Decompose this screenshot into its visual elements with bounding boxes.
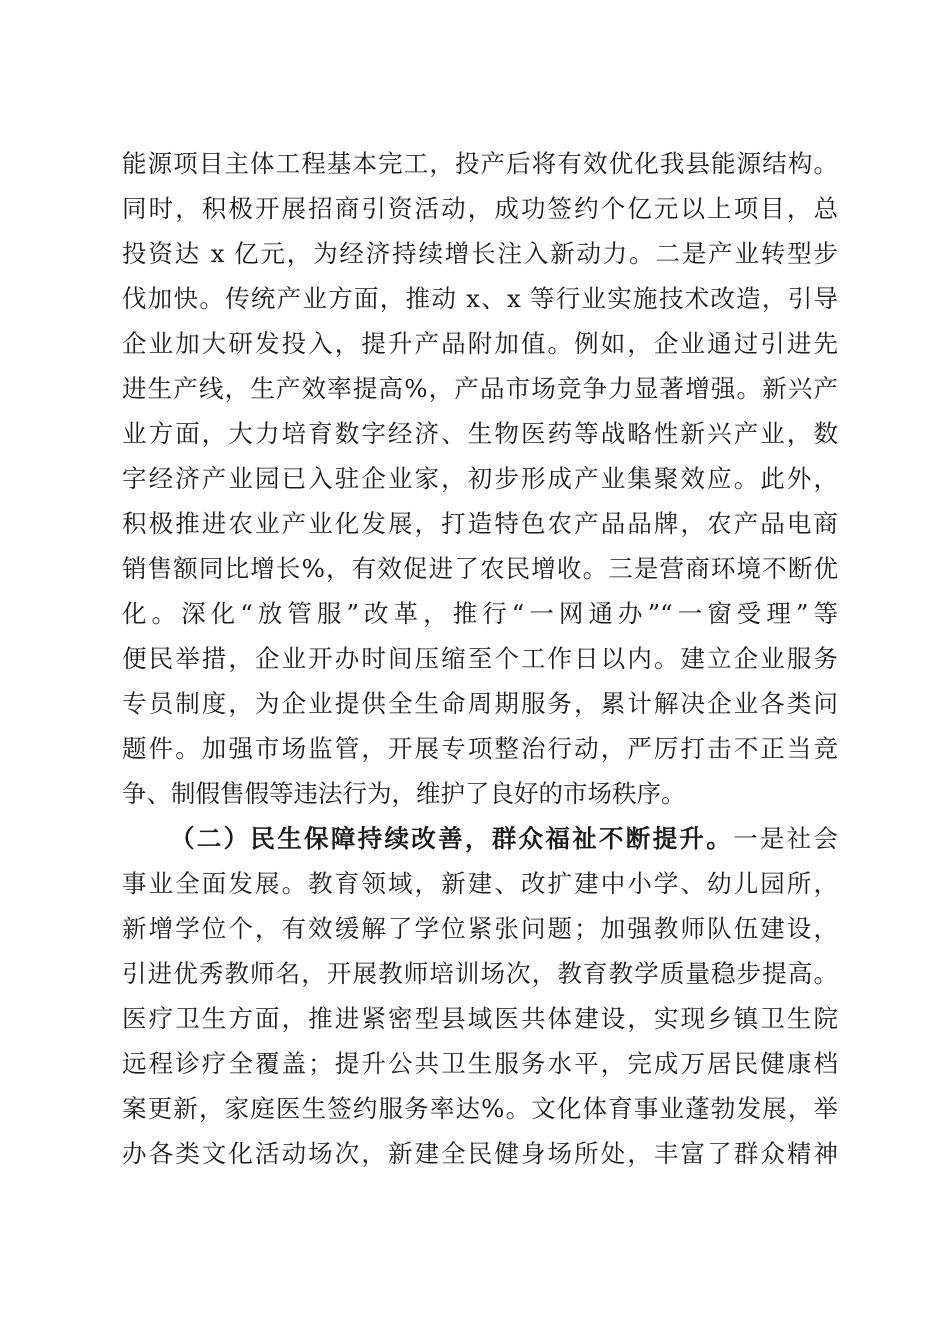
text-line: 办各类文化活动场次，新建全民健身场所处，丰富了群众精神 bbox=[122, 1139, 838, 1168]
text-line: 伐加快。传统产业方面，推动 x、x 等行业实施技术改造，引导 bbox=[122, 284, 838, 313]
text-line: 同时，积极开展招商引资活动，成功签约个亿元以上项目，总 bbox=[122, 194, 838, 223]
section-heading: （二）民生保障持续改善，群众福祉不断提升。 bbox=[170, 824, 734, 853]
text-line: 争、制假售假等违法行为，维护了良好的市场秩序。 bbox=[122, 779, 686, 808]
text-line: 进生产线，生产效率提高%，产品市场竞争力显著增强。新兴产 bbox=[122, 374, 838, 403]
text-line: 事业全面发展。教育领域，新建、改扩建中小学、幼儿园所， bbox=[122, 869, 838, 898]
text-line: 远程诊疗全覆盖；提升公共卫生服务水平，完成万居民健康档 bbox=[122, 1049, 838, 1078]
text-line: 医疗卫生方面，推进紧密型县域医共体建设，实现乡镇卫生院 bbox=[122, 1004, 838, 1033]
section-heading-continuation: 一是社会 bbox=[733, 824, 838, 853]
text-line: 业方面，大力培育数字经济、生物医药等战略性新兴产业，数 bbox=[122, 419, 838, 448]
text-line: 企业加大研发投入，提升产品附加值。例如，企业通过引进先 bbox=[122, 329, 838, 358]
text-line: 引进优秀教师名，开展教师培训场次，教育教学质量稳步提高。 bbox=[122, 959, 838, 988]
text-line: 字经济产业园已入驻企业家，初步形成产业集聚效应。此外， bbox=[122, 464, 838, 493]
text-line: 销售额同比增长%，有效促进了农民增收。三是营商环境不断优 bbox=[122, 554, 838, 583]
text-line: 便民举措，企业开办时间压缩至个工作日以内。建立企业服务 bbox=[122, 644, 838, 673]
text-line: 题件。加强市场监管，开展专项整治行动，严厉打击不正当竞 bbox=[122, 734, 838, 763]
text-line: 专员制度，为企业提供全生命周期服务，累计解决企业各类问 bbox=[122, 689, 838, 718]
text-line: 案更新，家庭医生签约服务率达%。文化体育事业蓬勃发展，举 bbox=[122, 1094, 838, 1123]
text-line: 新增学位个，有效缓解了学位紧张问题；加强教师队伍建设， bbox=[122, 914, 838, 943]
text-line: 积极推进农业产业化发展，打造特色农产品品牌，农产品电商 bbox=[122, 509, 838, 538]
section-heading-line bbox=[170, 817, 838, 861]
text-line: 化。深化“放管服”改革，推行“一网通办”“一窗受理”等 bbox=[122, 599, 838, 628]
text-line: 能源项目主体工程基本完工，投产后将有效优化我县能源结构。 bbox=[122, 149, 838, 178]
text-line: 投资达 x 亿元，为经济持续增长注入新动力。二是产业转型步 bbox=[122, 239, 838, 268]
